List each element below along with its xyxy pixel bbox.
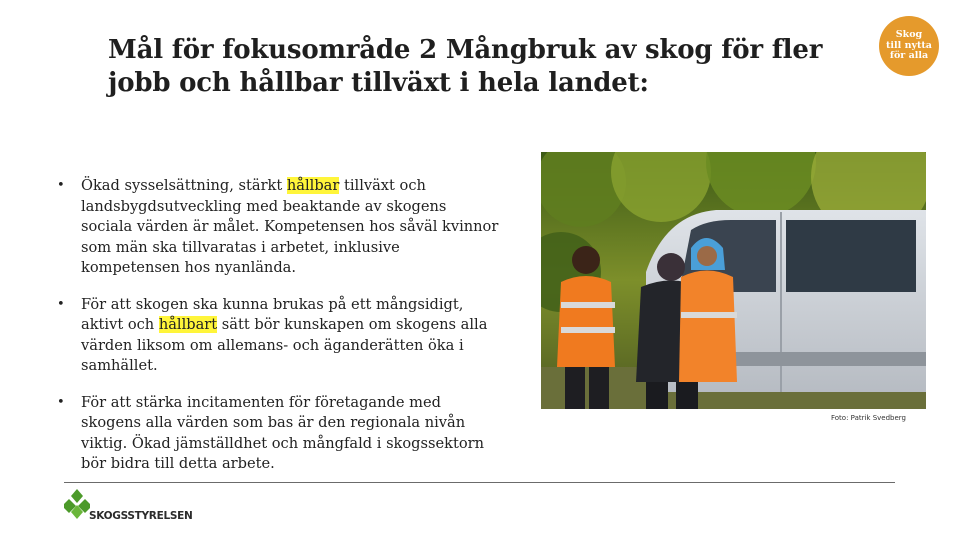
- bullet-dot: •: [57, 178, 65, 193]
- skog-till-nytta-badge: [879, 16, 939, 76]
- badge-line-1: Skog: [895, 29, 923, 41]
- badge-line-2: till nytta: [886, 39, 932, 51]
- bullet-text-pre: För att stärka incitamenten för företagande med skogens alla värden som bas är den regionala nivån viktig. Ökad jämställdhet och mångfald i skogssektorn bör bidra till detta arbete.: [81, 393, 485, 472]
- photo-forest-workers-van: [541, 152, 926, 409]
- bullet-item: [57, 176, 502, 279]
- bullet-item: [57, 393, 502, 475]
- tree-logo-icon: [64, 487, 90, 521]
- bullet-text-post: tillväxt och landsbygdsutveckling med beaktande av skogens sociala värden är målet. Kompetensen hos såväl kvinnor som män ska tillvaratas i arbetet, inklusive kompetensen hos nyanlända.: [81, 177, 499, 276]
- bullet-text-post: sätt bör kunskapen om skogens alla värden liksom om allemans- och äganderätten öka i samhället.: [81, 316, 488, 374]
- highlighted-word: hållbart: [158, 316, 218, 333]
- bullet-dot: •: [57, 296, 65, 312]
- bullet-dot: •: [57, 394, 65, 410]
- photo-credit: Foto: Patrik Svedberg: [831, 414, 906, 422]
- photo-illustration: [541, 152, 926, 409]
- badge-line-3: för alla: [889, 50, 929, 62]
- footer-divider: [64, 482, 895, 483]
- bullet-text-pre: För att skogen ska kunna brukas på ett mångsidigt, aktivt och: [81, 295, 464, 333]
- bullet-text-pre: Ökad sysselsättning, stärkt: [81, 177, 287, 194]
- slide-title: Mål för fokusområde 2 Mångbruk av skog för fler jobb och hållbar tillväxt i hela landet:: [108, 35, 823, 98]
- logo-text: SKOGSSTYRELSEN: [89, 510, 193, 522]
- highlighted-word: hållbar: [286, 177, 340, 194]
- bullet-item: [57, 295, 502, 377]
- skogsstyrelsen-logo: [64, 487, 244, 531]
- bullet-list: [57, 176, 502, 491]
